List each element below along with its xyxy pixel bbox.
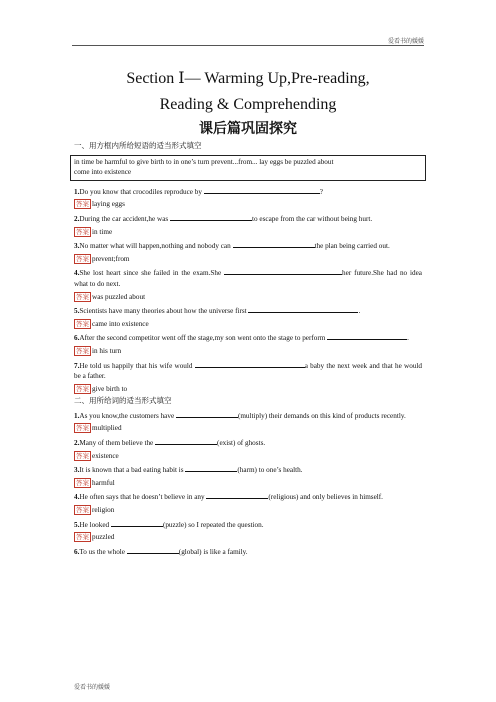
answer-text: religion xyxy=(92,506,115,515)
answer-text: in time xyxy=(92,227,113,236)
section-2-questions xyxy=(74,409,422,558)
question-text: It is known that a bad eating habit is xyxy=(79,466,186,475)
answer-badge: 答案 xyxy=(76,200,89,209)
phrase-box-line-1: in time be harmful to give birth to in one’s turn prevent...from... lay eggs be puzzled about xyxy=(74,157,334,166)
section-2-heading: 二、用所给词的适当形式填空 xyxy=(74,396,172,406)
question-number: 4. xyxy=(74,269,80,278)
question-item xyxy=(74,545,422,558)
question-text: After the second competitor went off the stage,my son went onto the stage to perform xyxy=(79,334,328,343)
answer-badge: 答案 xyxy=(76,533,89,542)
answer-badge: 答案 xyxy=(76,292,89,301)
question-text: He often says that he doesn’t believe in any xyxy=(79,493,207,502)
answer-text: came into existence xyxy=(92,319,149,328)
question-text: Scientists have many theories about how the universe first xyxy=(79,307,249,316)
answer-line xyxy=(74,384,422,395)
question-text: He looked xyxy=(79,520,111,529)
answer-blank[interactable] xyxy=(111,518,163,527)
question-text: As you know,the customers have xyxy=(79,411,176,420)
answer-badge: 答案 xyxy=(76,384,89,393)
answer-blank[interactable] xyxy=(127,545,179,554)
question-number: 6. xyxy=(74,334,80,343)
answer-blank[interactable] xyxy=(195,359,305,368)
section-1-questions xyxy=(74,185,422,395)
answer-text: in his turn xyxy=(92,346,122,355)
answer-blank[interactable] xyxy=(224,266,342,275)
page-title xyxy=(0,66,496,118)
question-number: 3. xyxy=(74,466,80,475)
question-text: . xyxy=(407,334,409,343)
answer-text: was puzzled about xyxy=(92,292,146,301)
answer-blank[interactable] xyxy=(248,304,361,316)
question-text: (exist) of ghosts. xyxy=(217,439,266,448)
question-number: 1. xyxy=(74,411,80,420)
answer-blank[interactable] xyxy=(206,490,268,499)
title-line-2: Reading & Comprehending xyxy=(159,96,337,113)
answer-badge: 答案 xyxy=(76,506,89,515)
question-number: 3. xyxy=(74,242,80,251)
question-item xyxy=(74,212,422,225)
question-text: the plan being carried out. xyxy=(314,242,390,251)
question-number: 1. xyxy=(74,187,80,196)
question-text: (multiply) their demands on this kind of products recently. xyxy=(237,411,406,420)
question-item xyxy=(74,463,422,476)
question-number: 5. xyxy=(74,520,80,529)
answer-text: existence xyxy=(92,451,119,460)
answer-blank[interactable] xyxy=(327,331,409,343)
question-item xyxy=(74,359,422,382)
answer-line xyxy=(74,227,422,238)
answer-badge: 答案 xyxy=(76,346,89,355)
answer-text: laying eggs xyxy=(92,200,125,209)
question-text: . xyxy=(358,307,361,316)
answer-text: harmful xyxy=(92,478,115,487)
section-1-heading: 一、用方框内所给短语的适当形式填空 xyxy=(74,141,202,150)
header-divider xyxy=(72,45,424,46)
answer-badge: 答案 xyxy=(76,451,89,460)
question-item xyxy=(74,436,422,449)
question-text: ? xyxy=(319,187,323,196)
answer-badge: 答案 xyxy=(76,319,89,328)
answer-text: prevent;from xyxy=(92,254,130,263)
answer-text: multiplied xyxy=(92,424,122,433)
question-number: 5. xyxy=(74,307,80,316)
question-text: (puzzle) so I repeated the question. xyxy=(162,520,264,529)
answer-badge: 答案 xyxy=(76,254,89,263)
answer-blank[interactable] xyxy=(185,463,237,472)
phrase-box-line-2: come into existence xyxy=(74,168,132,177)
answer-line xyxy=(74,319,422,330)
question-text: a baby the next week and that he would be a father. xyxy=(74,361,423,381)
answer-line xyxy=(74,423,422,434)
question-text: To us the whole xyxy=(79,547,127,556)
question-number: 2. xyxy=(74,214,80,223)
question-text: (global) is like a family. xyxy=(178,547,248,556)
answer-text: give birth to xyxy=(92,384,128,393)
answer-line xyxy=(74,292,422,303)
answer-badge: 答案 xyxy=(76,424,89,433)
answer-blank[interactable] xyxy=(155,436,217,445)
question-item xyxy=(74,331,422,344)
question-text: Many of them believe the xyxy=(79,439,156,448)
answer-line xyxy=(74,478,422,489)
answer-blank[interactable] xyxy=(233,239,315,248)
question-text: her future.She had no idea what to do next. xyxy=(74,269,422,288)
answer-badge: 答案 xyxy=(76,478,89,487)
answer-text: puzzled xyxy=(92,533,115,542)
question-item xyxy=(74,518,422,531)
question-item xyxy=(74,185,422,198)
question-text: (harm) to one’s health. xyxy=(237,466,303,475)
question-number: 6. xyxy=(74,547,80,556)
answer-blank[interactable] xyxy=(170,212,252,221)
question-item xyxy=(74,304,422,317)
question-number: 4. xyxy=(74,493,80,502)
question-text: Do you know that crocodiles reproduce by xyxy=(79,187,204,196)
question-number: 7. xyxy=(74,361,80,370)
question-number: 2. xyxy=(74,439,80,448)
answer-line xyxy=(74,199,422,210)
page-header: 爱看书的媛媛 xyxy=(387,39,424,45)
question-text: He told us happily that his wife would xyxy=(79,361,195,370)
answer-line xyxy=(74,451,422,462)
question-text: During the car accident,he was xyxy=(79,214,170,223)
question-item xyxy=(74,409,422,422)
answer-blank[interactable] xyxy=(176,409,238,418)
page-subtitle: 课后篇巩固探究 xyxy=(199,121,297,137)
question-text: (religious) and only believes in himself. xyxy=(268,493,383,502)
answer-blank[interactable] xyxy=(204,185,320,194)
answer-line xyxy=(74,254,422,265)
question-item xyxy=(74,490,422,503)
question-item xyxy=(74,266,422,289)
phrase-box xyxy=(70,155,426,181)
question-item xyxy=(74,239,422,252)
worksheet-content xyxy=(74,140,422,557)
question-text: She lost heart since she failed in the exam.She xyxy=(79,269,225,278)
answer-badge: 答案 xyxy=(76,227,89,236)
title-line-1: Section Ⅰ— Warming Up,Pre-reading, xyxy=(126,70,370,87)
question-text: No matter what will happen,nothing and nobody can xyxy=(79,242,233,251)
answer-line xyxy=(74,346,422,357)
answer-line xyxy=(74,505,422,516)
answer-line xyxy=(74,532,422,543)
page-footer: 爱看书的媛媛 xyxy=(74,685,111,691)
question-text: to escape from the car without being hurt. xyxy=(252,214,373,223)
